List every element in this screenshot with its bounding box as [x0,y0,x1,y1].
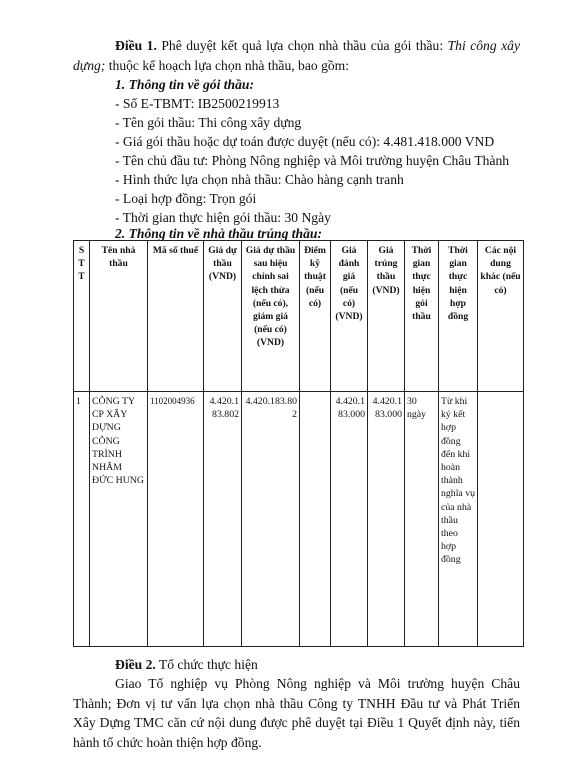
dieu1-package-name: Thi công xây dựng; [73,38,520,73]
header-bid-price: Giá dự thầu (VND) [204,241,242,392]
section1-heading: 1. Thông tin về gói thầu: [115,77,254,92]
section1-item-etbmt: - Số E-TBMT: IB2500219913 [115,96,280,111]
cell-technical-score [300,392,331,647]
cell-bid-price: 4.420.183.802 [204,392,242,647]
header-adjusted-price: Giá dự thầu sau hiệu chỉnh sai lệch thừa (nếu có), giảm giá (nếu có) (VND) [242,241,300,392]
section1-item-contract-type: - Loại hợp đồng: Trọn gói [115,191,257,206]
section2-heading: 2. Thông tin về nhà thầu trúng thầu: [115,226,322,241]
section1-item-selection-method: - Hình thức lựa chọn nhà thầu: Chào hàng cạnh tranh [115,172,404,187]
header-contractor-name: Tên nhà thầu [90,241,148,392]
header-package-duration: Thời gian thực hiện gói thầu [405,241,439,392]
header-evaluated-price: Giá đánh giá (nếu có) (VND) [331,241,368,392]
cell-tax-code: 1102004936 [148,392,204,647]
header-technical-score: Điểm kỹ thuật (nếu có) [300,241,331,392]
cell-award-price: 4.420.183.000 [368,392,405,647]
header-stt: STT [74,241,90,392]
dieu1-paragraph [73,36,520,75]
winning-contractor-table [73,240,524,647]
dieu2-label: Điều 2. [115,657,156,672]
cell-package-duration: 30 ngày [405,392,439,647]
section1-item-package-name: - Tên gói thầu: Thi công xây dựng [115,115,302,130]
cell-contractor-name: CÔNG TY CP XÂY DỰNG CÔNG TRÌNH NHÂM ĐỨC HUNG [90,392,148,647]
header-contract-duration: Thời gian thực hiện hợp đồng [439,241,478,392]
header-award-price: Giá trúng thầu (VND) [368,241,405,392]
dieu2-heading [73,655,520,675]
header-other-content: Các nội dung khác (nếu có) [478,241,524,392]
table-header-row [74,241,524,392]
dieu1-text-a: Phê duyệt kết quả lựa chọn nhà thầu của gói thầu: [156,38,448,53]
section1-item-investor: - Tên chủ đầu tư: Phòng Nông nghiệp và Môi trường huyện Châu Thành [115,153,510,168]
dieu2-title: Tổ chức thực hiện [155,657,258,672]
dieu1-text-b: thuộc kế hoạch lựa chọn nhà thầu, bao gồm: [105,57,350,73]
cell-stt: 1 [74,392,90,647]
cell-adjusted-price: 4.420.183.802 [242,392,300,647]
cell-evaluated-price: 4.420.183.000 [331,392,368,647]
dieu2-body: Giao Tổ nghiệp vụ Phòng Nông nghiệp và Môi trường huyện Châu Thành; Đơn vị tư vấn lựa chọn nhà thầu Công ty TNHH Đầu tư và Phát Triển Xây Dựng TMC căn cứ nội dung được phê duyệt tại Điều 1 Quyết định này, tiến hành tổ chức hoàn thiện hợp đồng. [73,676,520,750]
table-row [74,392,524,647]
dieu1-label: Điều 1. [115,38,157,53]
section1-item-duration: - Thời gian thực hiện gói thầu: 30 Ngày [115,210,331,225]
cell-contract-duration: Từ khi ký kết hợp đồng đến khi hoàn thành nghĩa vụ của nhà thầu theo hợp đồng [439,392,478,647]
header-tax-code: Mã số thuế [148,241,204,392]
section1-item-package-price: - Giá gói thầu hoặc dự toán được duyệt (nếu có): 4.481.418.000 VND [115,134,495,149]
cell-other-content [478,392,524,647]
